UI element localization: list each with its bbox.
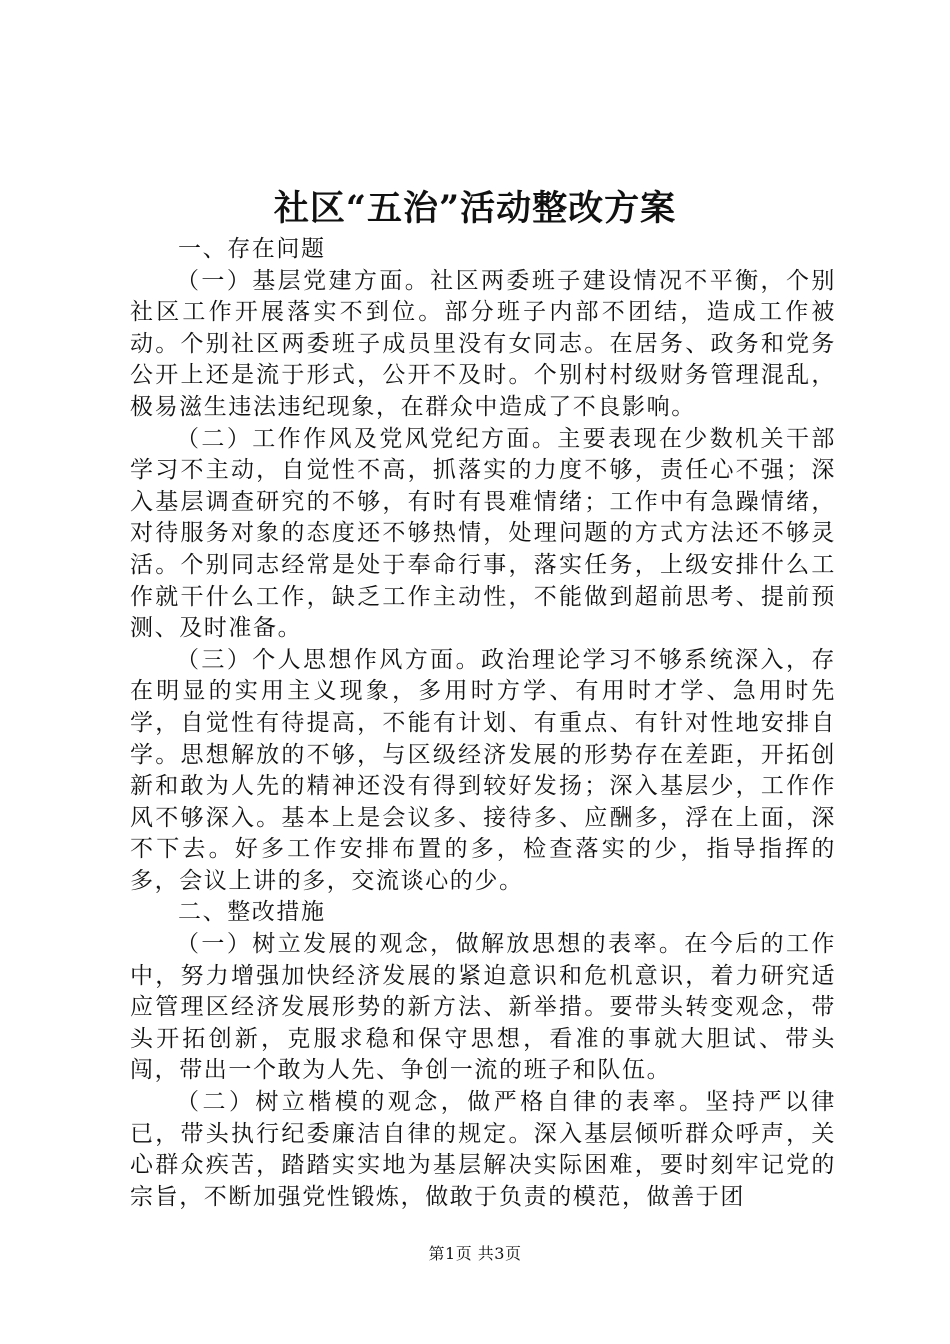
section-measures [130,897,836,1213]
section-problems [130,234,836,897]
paragraph: （二）树立楷模的观念，做严格自律的表率。坚持严以律已，带头执行纪委廉洁自律的规定。深入基层倾听群众呼声，关心群众疾苦，踏踏实实地为基层解决实际困难，要时刻牢记党的宗旨，不断加强党性锻炼，做敢于负责的模范，做善于团 [130,1089,836,1210]
page-title: 社区“五治”活动整改方案 [273,188,677,229]
paragraph: （二）工作作风及党风党纪方面。主要表现在少数机关干部学习不主动，自觉性不高，抓落实的力度不够，责任心不强；深入基层调查研究的不够，有时有畏难情绪；工作中有急躁情绪，对待服务对象的态度还不够热情，处理问题的方式方法还不够灵活。个别同志经常是处于奉命行事，落实任务，上级安排什么工作就干什么工作，缺乏工作主动性，不能做到超前思考、提前预测、及时准备。 [130,425,836,642]
paragraph: （一）树立发展的观念，做解放思想的表率。在今后的工作中，努力增强加快经济发展的紧迫意识和危机意识，着力研究适应管理区经济发展形势的新方法、新举措。要带头转变观念，带头开拓创新，克服求稳和保守思想，看准的事就大胆试、带头闯，带出一个敢为人先、争创一流的班子和队伍。 [130,931,836,1084]
paragraph: （一）基层党建方面。社区两委班子建设情况不平衡，个别社区工作开展落实不到位。部分班子内部不团结，造成工作被动。个别社区两委班子成员里没有女同志。在居务、政务和党务公开上还是流于形式，公开不及时。个别村村级财务管理混乱，极易滋生违法违纪现象，在群众中造成了不良影响。 [130,267,836,420]
section-heading: 一、存在问题 [178,236,326,262]
document-body [130,234,836,1213]
paragraph: （三）个人思想作风方面。政治理论学习不够系统深入，存在明显的实用主义现象，多用时方学、有用时才学、急用时先学，自觉性有待提高，不能有计划、有重点、有针对性地安排自学。思想解放的不够，与区级经济发展的形势存在差距，开拓创新和敢为人先的精神还没有得到较好发扬；深入基层少，工作作风不够深入。基本上是会议多、接待多、应酬多，浮在上面，深不下去。好多工作安排布置的多，检查落实的少，指导指挥的多，会议上讲的多，交流谈心的少。 [130,646,836,894]
section-heading: 二、整改措施 [178,899,326,926]
page-footer: 第1页 共3页 [428,1244,522,1263]
